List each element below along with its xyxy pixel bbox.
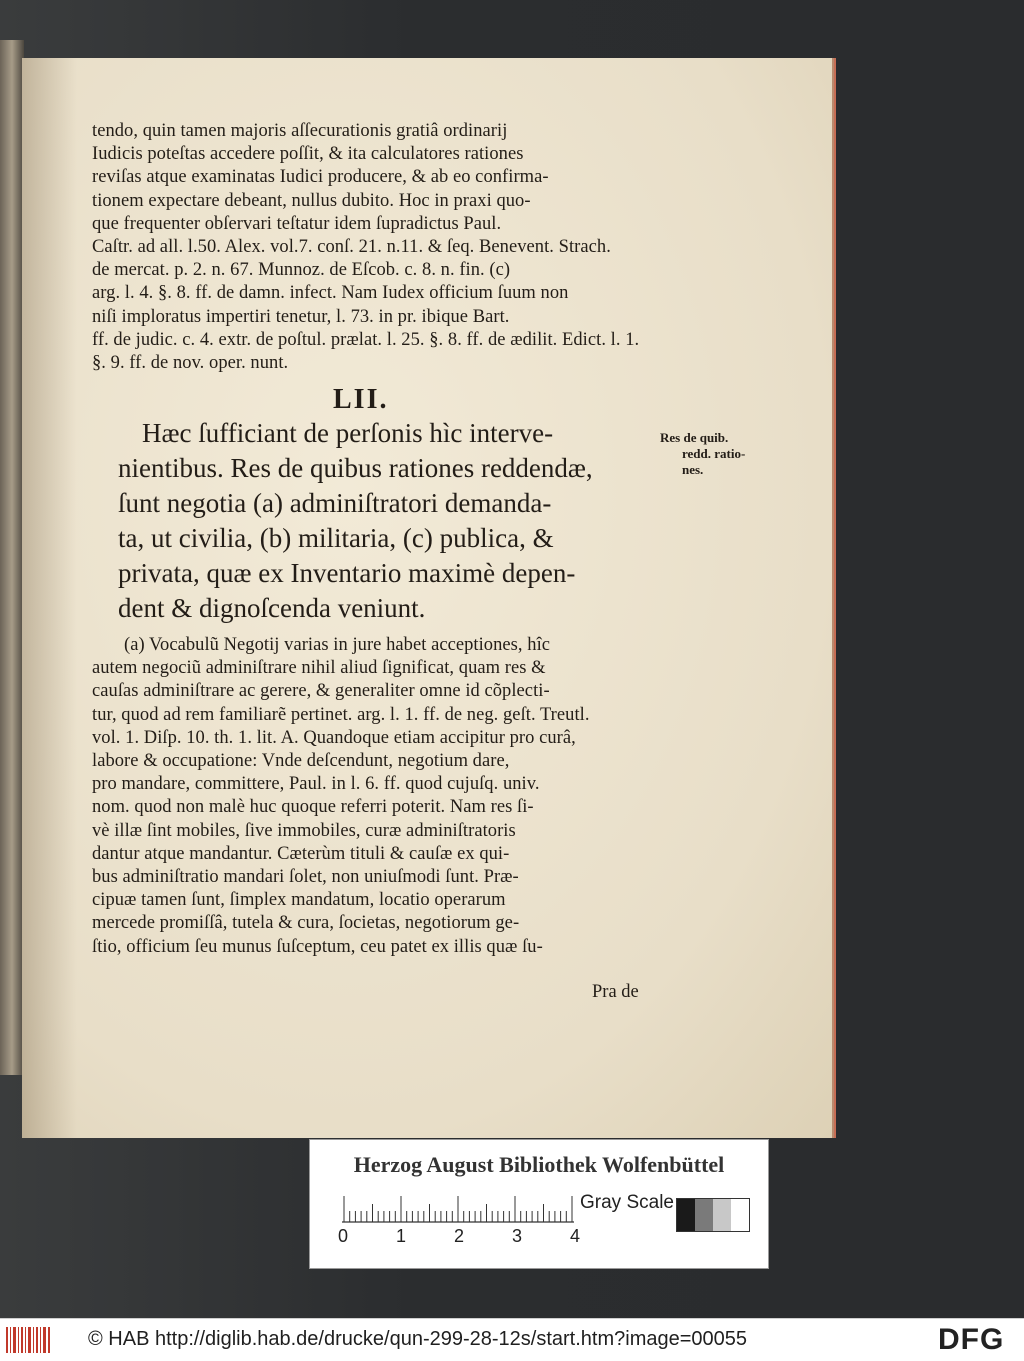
text-line: tionem expectare debeant, nullus dubito. Hoc in praxi quo- (92, 190, 531, 211)
text-line: nientibus. Res de quibus rationes reddendæ, (118, 453, 593, 483)
catchword: Pra de (592, 982, 639, 1002)
gray-scale-swatches (676, 1198, 750, 1232)
text-line: Caſtr. ad all. l.50. Alex. vol.7. conſ. 21. n.11. & ſeq. Benevent. Strach. (92, 237, 611, 258)
text-line: que frequenter obſervari teſtatur idem ſupradictus Paul. (92, 213, 502, 234)
gray-swatch (731, 1199, 749, 1231)
ruler-ticks (342, 1188, 578, 1224)
text-line: de mercat. p. 2. n. 67. Munnoz. de Eſcob. c. 8. n. fin. (c) (92, 260, 511, 281)
scale-number: 3 (512, 1226, 523, 1246)
text-line: tendo, quin tamen majoris aſſecurationis gratiâ ordinarij (92, 121, 508, 141)
dfg-logo: DFG (938, 1323, 1005, 1356)
marginal-note (660, 430, 770, 478)
barcode-icon (6, 1327, 50, 1353)
text-line: cauſas adminiſtrare ac gerere, & generaliter omne id cõplecti- (92, 681, 550, 702)
viewer-footer (0, 1318, 1024, 1361)
marginal-line: Res de quib. (660, 430, 729, 445)
text-line: cipuæ tamen ſunt, ſimplex mandatum, locatio operarum (92, 890, 506, 911)
text-line: arg. l. 4. §. 8. ff. de damn. infect. Nam Iudex officium ſuum non (92, 283, 569, 304)
marginal-line: redd. ratio- (682, 446, 746, 461)
top-paragraph (92, 120, 652, 375)
main-paragraph (118, 416, 678, 626)
text-line: bus adminiſtratio mandari ſolet, non uniuſmodi ſunt. Præ- (92, 867, 519, 888)
gray-swatch (695, 1199, 713, 1231)
text-line: mercede promiſſâ, tutela & cura, ſocietas, negotiorum ge- (92, 913, 520, 934)
text-line: dent & dignoſcenda veniunt. (118, 593, 426, 623)
gray-swatch (677, 1199, 695, 1231)
gray-scale-label: Gray Scale (580, 1192, 674, 1213)
book-page (22, 58, 832, 1138)
scale-ruler (342, 1188, 578, 1224)
text-line: ff. de judic. c. 4. extr. de poſtul. prælat. l. 25. §. 8. ff. de ædilit. Edict. l. 1. (92, 329, 640, 350)
text-line: ſunt negotia (a) adminiſtratori demanda- (118, 488, 552, 518)
library-title: Herzog August Bibliothek Wolfenbüttel (353, 1152, 725, 1177)
text-line: ſtio, officium ſeu munus ſuſceptum, ceu patet ex illis quæ ſu- (92, 936, 543, 957)
text-line: niſi imploratus impertiri tenetur, l. 73. in pr. ibique Bart. (92, 306, 510, 327)
text-line: vè illæ ſint mobiles, ſive immobiles, curæ adminiſtratoris (92, 820, 516, 841)
scale-number: 0 (338, 1226, 349, 1246)
text-line: privata, quæ ex Inventario maximè depen- (118, 558, 576, 588)
scale-number: 2 (454, 1226, 465, 1246)
scale-number: 4 (570, 1226, 581, 1246)
scale-numbers (330, 1226, 590, 1250)
text-line: pro mandare, committere, Paul. in l. 6. ff. quod cujuſq. univ. (92, 774, 540, 795)
text-line: autem negociũ adminiſtrare nihil aliud ſignificat, quam res & (92, 658, 546, 679)
color-target-card (309, 1139, 769, 1269)
scale-number: 1 (396, 1226, 407, 1246)
text-line: tur, quod ad rem familiarẽ pertinet. arg. l. 1. ff. de neg. geſt. Treutl. (92, 704, 590, 725)
page-gutter-shadow (22, 58, 77, 1138)
copyright-url[interactable]: © HAB http://diglib.hab.de/drucke/qun-299-28-12s/start.htm?image=00055 (88, 1328, 748, 1350)
text-line: (a) Vocabulũ Negotij varias in jure habet acceptiones, hîc (124, 635, 551, 655)
text-line: reviſas atque examinatas Iudici producere, & ab eo confirma- (92, 167, 549, 188)
text-line: labore & occupatione: Vnde deſcendunt, negotium dare, (92, 751, 510, 772)
marginal-line: nes. (682, 462, 704, 477)
gray-swatch (713, 1199, 731, 1231)
footnote (92, 634, 652, 959)
section-heading: LII. (333, 384, 389, 415)
text-line: ta, ut civilia, (b) militaria, (c) publica, & (118, 523, 554, 553)
text-line: nom. quod non malè huc quoque referri poterit. Nam res ſi- (92, 797, 534, 818)
text-line: dantur atque mandantur. Cæterùm tituli & cauſæ ex qui- (92, 843, 510, 864)
text-line: vol. 1. Diſp. 10. th. 1. lit. A. Quandoque etiam accipitur pro curâ, (92, 727, 576, 748)
text-line: Hæc ſufficiant de perſonis hìc interve- (142, 418, 554, 448)
text-line: Iudicis poteſtas accedere poſſit, & ita calculatores rationes (92, 144, 524, 165)
book-spine-edge (0, 40, 24, 1075)
text-line: §. 9. ff. de nov. oper. nunt. (92, 353, 289, 374)
